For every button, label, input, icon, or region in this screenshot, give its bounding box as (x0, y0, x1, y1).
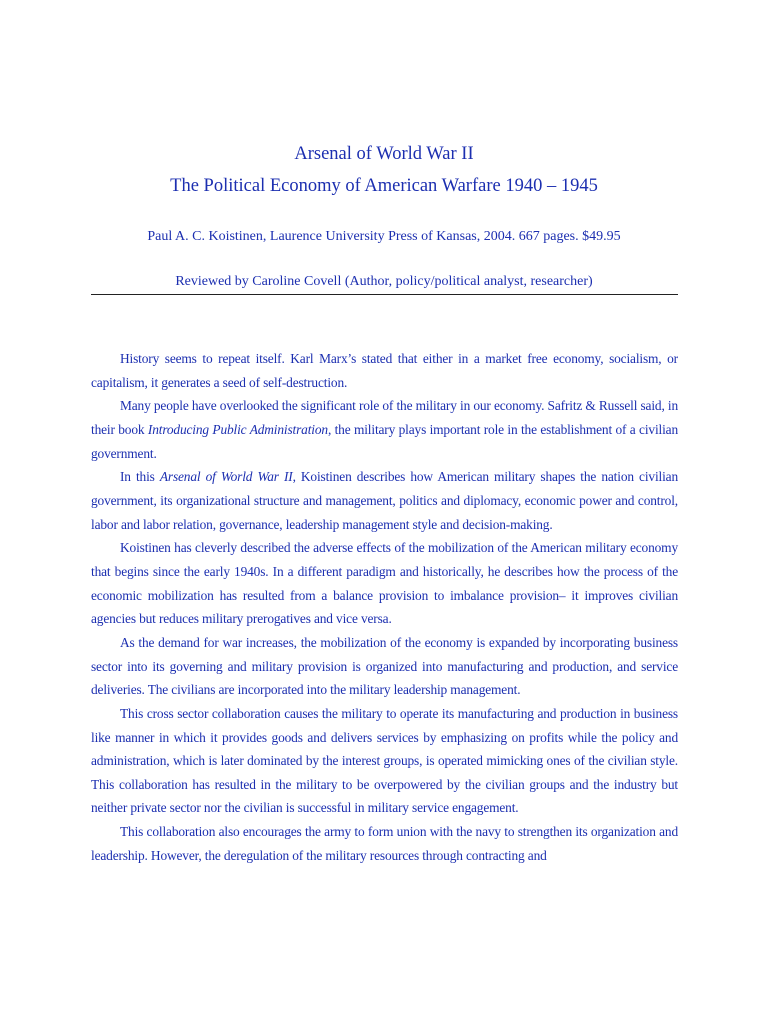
paragraph-7: This collaboration also encourages the army to form union with the navy to strengthen its organization and leadership. However, the deregulation of the military resources through contracting and (91, 824, 678, 863)
paragraph-4: Koistinen has cleverly described the adverse effects of the mobilization of the American military economy that begins since the early 1940s. In a different paradigm and historically, he describes how the process of the economic mobilization has resulted from a balance provision to imbalance provision– it improves civilian agencies but reduces military prerogatives and vice versa. (91, 540, 678, 627)
paragraph-3-text-a: In this (120, 469, 160, 485)
paragraph-5: As the demand for war increases, the mobilization of the economy is expanded by incorporating business sector into its governing and military provision is organized into manufacturing and production, and service deliveries. The civilians are incorporated into the military leadership management. (91, 634, 678, 698)
reviewer-line: Reviewed by Caroline Covell (Author, policy/political analyst, researcher) (175, 274, 593, 289)
paragraph-2 (91, 394, 678, 465)
paragraph-6: This cross sector collaboration causes the military to operate its manufacturing and production in business like manner in which it provides goods and delivers services by emphasizing on profits while the policy and administration, which is later dominated by the interest groups, is operated mimicking ones of the civilian style. This collaboration has resulted in the military to be overpowered by the civilian groups and the industry but neither private sector nor the civilian is successful in military service engagement. (91, 705, 678, 816)
book-citation: Paul A. C. Koistinen, Laurence University Press of Kansas, 2004. 667 pages. $49.95 (147, 229, 621, 244)
header-divider (91, 294, 678, 295)
paragraph-2-text-b: , the military plays important role in the establishment of a civilian government. (91, 421, 679, 461)
paragraph-1: History seems to repeat itself. Karl Marx’s stated that either in a market free economy, socialism, or capitalism, it generates a seed of self-destruction. (91, 351, 678, 390)
paragraph-3-text-b: , Koistinen describes how American military shapes the nation civilian government, its organizational structure and management, politics and diplomacy, economic power and control, labor and labor relation, governance, leadership management style and decision-making. (91, 469, 678, 532)
book-title: Arsenal of World War II (294, 144, 474, 164)
book-title-italic: Arsenal of World War II (159, 469, 293, 485)
book-reference-italic: Introducing Public Administration (147, 421, 328, 437)
review-body (91, 347, 678, 867)
book-subtitle: The Political Economy of American Warfare 1940 – 1945 (170, 176, 598, 196)
paragraph-2-text-a: Many people have overlooked the significant role of the military in our economy. Safritz & Russell said, in their book (91, 398, 678, 437)
paragraph-3 (91, 465, 678, 536)
